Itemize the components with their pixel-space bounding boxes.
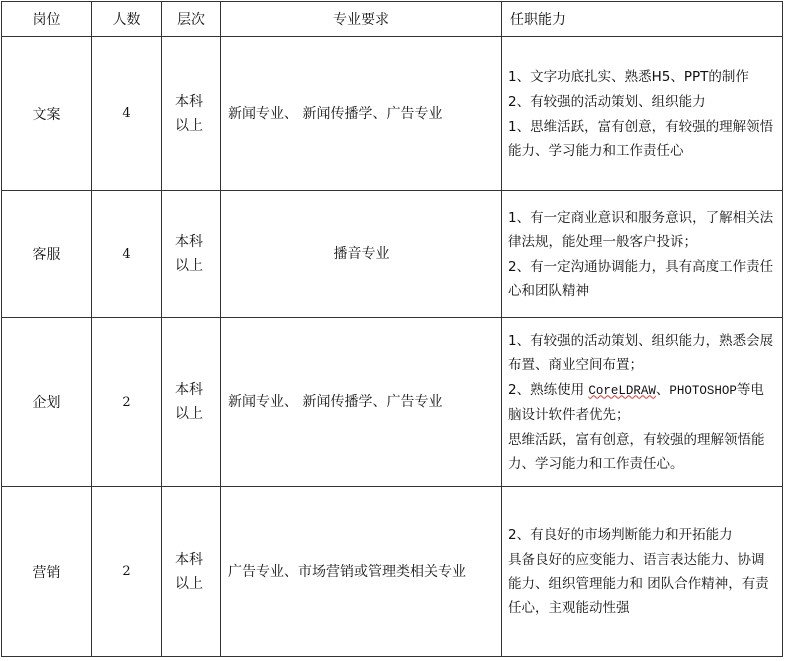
major-cell: 新闻专业、 新闻传播学、广告专业 [221, 318, 502, 487]
level-cell [162, 191, 221, 318]
level-cell [162, 318, 221, 487]
level-line: 以上 [175, 406, 203, 422]
level-line: 本科 [175, 551, 203, 568]
duty-item: 1、有一定商业意识和服务意识，了解相关法律法规，能处理一般客户投诉； [508, 209, 774, 250]
table-header-row [2, 2, 783, 37]
count-cell: 4 [92, 37, 162, 191]
level-line: 以上 [175, 258, 203, 274]
major-cell: 播音专业 [221, 191, 502, 318]
duty-item: 1、文字功底扎实、熟悉H5、PPT的制作 [508, 68, 749, 85]
duty-cell [502, 318, 783, 487]
level-cell [162, 487, 221, 657]
position-cell: 客服 [2, 191, 92, 318]
table-row [2, 318, 783, 487]
table-row [2, 487, 783, 657]
level-line: 本科 [175, 93, 203, 110]
job-requirements-table [1, 1, 783, 657]
duty-text: 、 [655, 381, 670, 398]
position-cell: 文案 [2, 37, 92, 191]
position-cell: 营销 [2, 487, 92, 657]
table-row [2, 37, 783, 191]
table-row [2, 191, 783, 318]
count-cell: 2 [92, 318, 162, 487]
count-cell: 4 [92, 191, 162, 318]
position-cell: 企划 [2, 318, 92, 487]
header-duty: 任职能力 [502, 2, 783, 37]
duty-item: 具备良好的应变能力、语言表达能力、协调能力、组织管理能力和 团队合作精神，有责任心，主观能动性强 [508, 552, 769, 616]
duty-item: 2、有较强的活动策划、组织能力 [508, 93, 706, 110]
count-cell: 2 [92, 487, 162, 657]
duty-item: 思维活跃，富有创意，有较强的理解领悟能力、学习能力和工作责任心。 [508, 431, 765, 472]
level-line: 本科 [175, 234, 203, 250]
level-cell [162, 37, 221, 191]
duty-cell [502, 487, 783, 657]
header-major: 专业要求 [221, 2, 502, 37]
duty-item: 2、有一定沟通协调能力，具有高度工作责任心和团队精神 [508, 258, 774, 299]
duty-item: 1、思维活跃，富有创意，有较强的理解领悟能力、学习能力和工作责任心 [508, 118, 774, 159]
major-cell: 广告专业、市场营销或管理类相关专业 [221, 487, 502, 657]
software-name: CoreLDRAW [588, 383, 656, 398]
duty-item [508, 378, 776, 427]
header-count: 人数 [92, 2, 162, 37]
software-name: PHOTOSHOP [669, 383, 737, 398]
header-level: 层次 [162, 2, 221, 37]
major-cell: 新闻专业、 新闻传播学、广告专业 [221, 37, 502, 191]
header-position: 岗位 [2, 2, 92, 37]
duty-cell [502, 37, 783, 191]
level-line: 以上 [175, 117, 203, 134]
level-line: 以上 [175, 575, 203, 592]
duty-item: 2、有良好的市场判断能力和开拓能力 [508, 527, 733, 543]
level-line: 本科 [175, 382, 203, 398]
duty-cell [502, 191, 783, 318]
duty-item: 1、有较强的活动策划、组织能力，熟悉会展布置、商业空间布置； [508, 332, 774, 373]
duty-text: 等电脑设计软件者优先； [508, 381, 764, 423]
duty-text: 2、熟练使用 [508, 381, 589, 398]
